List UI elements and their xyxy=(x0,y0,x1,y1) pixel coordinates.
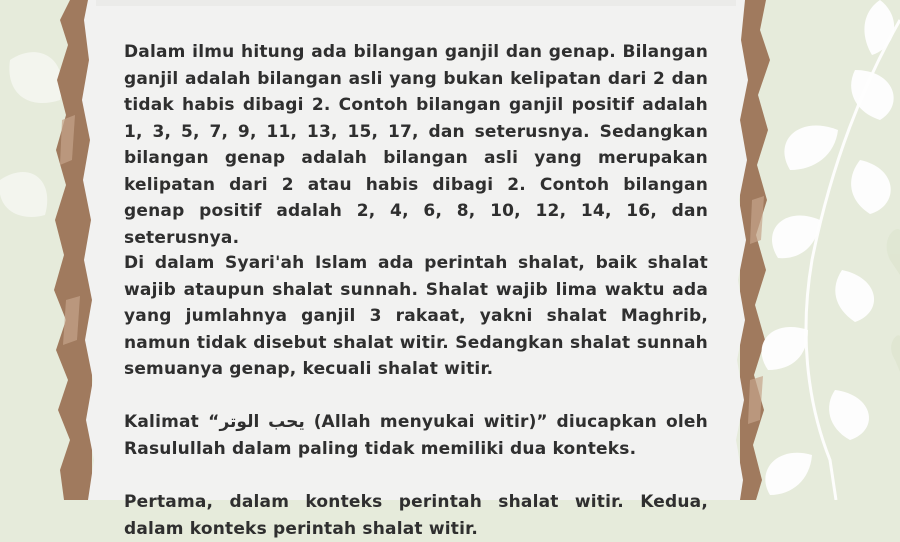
paragraph-prayer: Di dalam Syari'ah Islam ada perintah shalat, baik shalat wajib ataupun shalat sunnah. Shalat wajib lima waktu ada yang jumlahnya ganjil 3 rakaat, yakni shalat Maghrib, namun tidak disebut shalat witir. Sedangkan shalat sunnah semuanya genap, kecuali shalat witir. xyxy=(124,253,708,379)
paragraph-odd-even-numbers: Dalam ilmu hitung ada bilangan ganjil dan genap. Bilangan ganjil adalah bilangan asli yang bukan kelipatan dari 2 dan tidak habis dibagi 2. Contoh bilangan ganjil positif adalah 1, 3, 5, 7, 9, 11, 13, 15, 17, dan seterusnya. Sedangkan bilangan genap adalah bilangan asli yang merupakan kelipatan dari 2 atau habis dibagi 2. Contoh bilangan genap positif adalah 2, 4, 6, 8, 10, 12, 14, 16, dan seterusnya. xyxy=(124,42,708,248)
paragraph-hadith-quote: Kalimat “يحب الوتر (Allah menyukai witir)” diucapkan oleh Rasulullah dalam paling tidak memiliki dua konteks. xyxy=(124,412,708,459)
paragraph-cutoff: Pertama, dalam konteks perintah shalat witir. Kedua, dalam konteks perintah shalat witir. xyxy=(124,492,708,539)
